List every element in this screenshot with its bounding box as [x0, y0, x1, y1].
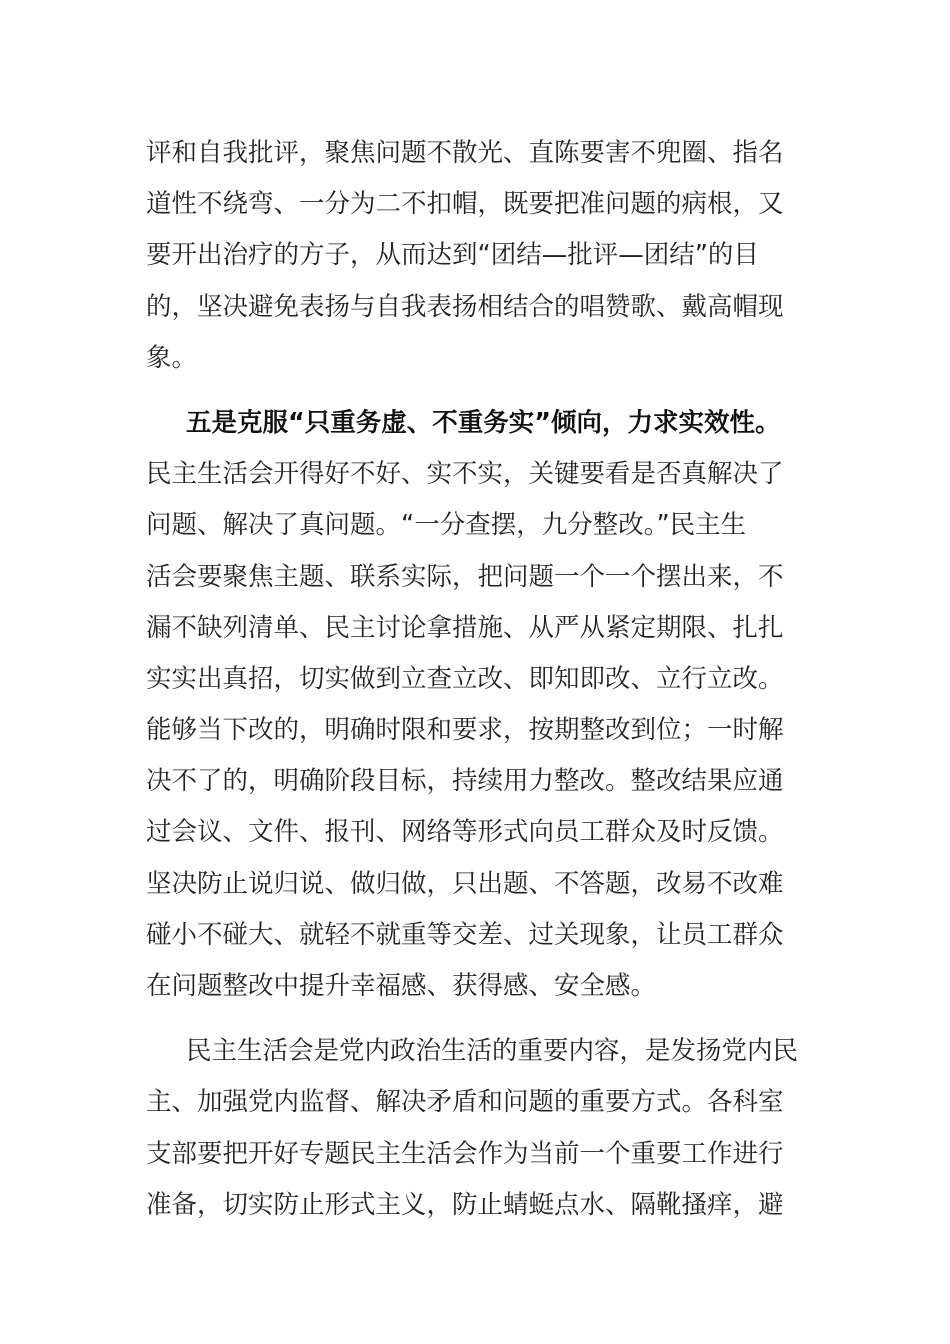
text-line: 决不了的，明确阶段目标，持续用力整改。整改结果应通	[146, 766, 784, 797]
paragraph-2	[146, 398, 806, 1012]
paragraph-3	[146, 1026, 806, 1231]
document-body	[146, 128, 806, 1231]
text-line: 漏不缺列清单、民主讨论拿措施、从严从紧定期限、扎扎	[146, 612, 784, 643]
text-line: 能够当下改的，明确时限和要求，按期整改到位；一时解	[146, 715, 784, 746]
text-line: 过会议、文件、报刊、网络等形式向员工群众及时反馈。	[146, 817, 784, 848]
paragraph-gap	[146, 1012, 806, 1026]
text-line: 要开出治疗的方子，从而达到“团结—批评—团结”的目	[146, 240, 759, 271]
section-heading: 五是克服“只重务虚、不重务实”倾向，力求实效性。	[186, 407, 781, 438]
text-line: 象。	[146, 342, 198, 373]
text-line: 评和自我批评，聚焦问题不散光、直陈要害不兜圈、指名	[146, 138, 784, 168]
text-line: 准备，切实防止形式主义，防止蜻蜓点水、隔靴搔痒，避	[146, 1189, 784, 1220]
text-line: 民主生活会开得好不好、实不实，关键要看是否真解决了	[146, 459, 784, 490]
text-line: 碰小不碰大、就轻不就重等交差、过关现象，让员工群众	[146, 919, 784, 950]
text-line: 民主生活会是党内政治生活的重要内容，是发扬党内民	[186, 1036, 799, 1067]
paragraph-1	[146, 128, 806, 384]
text-line: 坚决防止说归说、做归做，只出题、不答题，改易不改难	[146, 868, 784, 899]
text-line: 活会要聚焦主题、联系实际，把问题一个一个摆出来，不	[146, 561, 784, 592]
text-line: 的，坚决避免表扬与自我表扬相结合的唱赞歌、戴高帽现	[146, 291, 784, 322]
text-line: 在问题整改中提升幸福感、获得感、安全感。	[146, 971, 657, 1001]
text-line: 问题、解决了真问题。“一分查摆，九分整改。”民主生	[146, 510, 747, 541]
text-line: 实实出真招，切实做到立查立改、即知即改、立行立改。	[146, 663, 784, 694]
text-line: 主、加强党内监督、解决矛盾和问题的重要方式。各科室	[146, 1087, 784, 1118]
text-line: 道性不绕弯、一分为二不扣帽，既要把准问题的病根，又	[146, 189, 784, 220]
text-line: 支部要把开好专题民主生活会作为当前一个重要工作进行	[146, 1138, 784, 1169]
paragraph-gap	[146, 384, 806, 398]
